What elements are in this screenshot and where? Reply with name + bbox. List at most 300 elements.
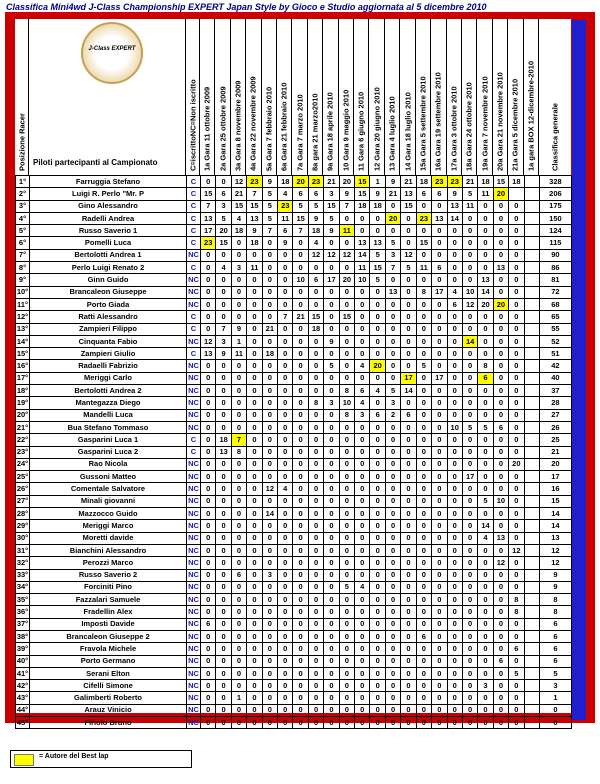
table-row: [16, 508, 572, 520]
score-cell: 0: [432, 323, 447, 335]
score-cell: 0: [247, 298, 262, 310]
score-cell: 7: [385, 262, 400, 274]
score-cell: 0: [493, 643, 508, 655]
category-cell: C: [187, 225, 201, 237]
score-cell: 0: [509, 212, 524, 224]
category-cell: NC: [187, 680, 201, 692]
score-cell: 0: [278, 446, 293, 458]
score-cell: 0: [216, 630, 231, 642]
score-cell: 0: [478, 471, 493, 483]
score-cell: 0: [447, 274, 462, 286]
score-cell: 0: [308, 532, 323, 544]
table-row: [16, 348, 572, 360]
score-cell: 20: [478, 298, 493, 310]
score-cell: 0: [324, 471, 339, 483]
score-cell: 0: [308, 421, 323, 433]
table-row: [16, 249, 572, 261]
score-cell: 18: [231, 225, 246, 237]
score-cell: 0: [201, 508, 216, 520]
score-cell: 0: [216, 655, 231, 667]
score-cell: 4: [278, 483, 293, 495]
position-cell: 16°: [16, 360, 30, 372]
score-cell: 0: [324, 544, 339, 556]
score-cell: 0: [247, 630, 262, 642]
total-cell: 12: [539, 557, 571, 569]
score-cell: 10: [339, 397, 354, 409]
racer-name-cell: Galimberti Roberto: [30, 692, 187, 704]
score-cell: 0: [432, 249, 447, 261]
score-cell: 0: [339, 704, 354, 716]
position-cell: 31°: [16, 544, 30, 556]
score-cell: 0: [339, 520, 354, 532]
score-cell: 0: [308, 643, 323, 655]
score-cell: 0: [308, 286, 323, 298]
table-row: [16, 372, 572, 384]
total-cell: 6: [539, 655, 571, 667]
score-cell: 0: [401, 286, 416, 298]
score-cell: 0: [324, 581, 339, 593]
score-cell: 0: [416, 655, 431, 667]
score-cell: [524, 655, 539, 667]
score-cell: [524, 237, 539, 249]
score-cell: 0: [447, 385, 462, 397]
position-cell: 13°: [16, 323, 30, 335]
score-cell: 0: [447, 495, 462, 507]
score-cell: 13: [401, 188, 416, 200]
score-cell: 0: [370, 434, 385, 446]
racer-name-cell: Farruggia Stefano: [30, 176, 187, 188]
score-cell: 0: [247, 680, 262, 692]
table-row: [16, 667, 572, 679]
score-cell: 0: [339, 495, 354, 507]
header-race-label: 12 Gara 20 giugno 2010: [372, 87, 382, 171]
table-row: [16, 200, 572, 212]
score-cell: 0: [324, 311, 339, 323]
score-cell: 0: [278, 434, 293, 446]
score-cell: 0: [447, 594, 462, 606]
score-cell: 0: [355, 680, 370, 692]
total-cell: 21: [539, 446, 571, 458]
score-cell: 0: [401, 508, 416, 520]
category-cell: NC: [187, 471, 201, 483]
score-cell: 0: [247, 323, 262, 335]
score-cell: [524, 348, 539, 360]
score-cell: 0: [370, 680, 385, 692]
total-cell: 3: [539, 680, 571, 692]
score-cell: 0: [493, 692, 508, 704]
score-cell: 0: [462, 692, 477, 704]
score-cell: 0: [462, 569, 477, 581]
score-cell: [524, 557, 539, 569]
score-cell: 5: [462, 421, 477, 433]
score-cell: 0: [231, 385, 246, 397]
score-cell: 0: [308, 557, 323, 569]
table-row: [16, 286, 572, 298]
score-cell: 0: [432, 385, 447, 397]
score-cell: 0: [247, 286, 262, 298]
score-cell: 0: [509, 655, 524, 667]
score-cell: 0: [339, 569, 354, 581]
header-race: [262, 18, 277, 175]
legend: [10, 750, 192, 768]
total-cell: 8: [539, 606, 571, 618]
score-cell: 0: [262, 717, 277, 729]
score-cell: 0: [262, 557, 277, 569]
score-cell: 0: [370, 581, 385, 593]
racer-name-cell: Radelli Andrea: [30, 212, 187, 224]
score-cell: [524, 606, 539, 618]
score-cell: 0: [339, 667, 354, 679]
score-cell: 0: [416, 348, 431, 360]
score-cell: 0: [401, 298, 416, 310]
score-cell: 14: [262, 508, 277, 520]
score-cell: 0: [216, 298, 231, 310]
score-cell: 0: [385, 581, 400, 593]
score-cell: 0: [231, 471, 246, 483]
score-cell: 18: [416, 176, 431, 188]
score-cell: 0: [493, 372, 508, 384]
position-cell: 35°: [16, 594, 30, 606]
score-cell: 0: [509, 397, 524, 409]
header-race: [277, 18, 292, 175]
total-cell: 13: [539, 532, 571, 544]
position-cell: 5°: [16, 225, 30, 237]
table-row: [16, 618, 572, 630]
score-cell: 0: [355, 286, 370, 298]
total-cell: 65: [539, 311, 571, 323]
score-cell: [524, 471, 539, 483]
category-cell: NC: [187, 286, 201, 298]
position-cell: 44°: [16, 704, 30, 716]
score-cell: 0: [278, 274, 293, 286]
score-cell: 0: [493, 471, 508, 483]
score-cell: 0: [262, 385, 277, 397]
score-cell: 0: [216, 421, 231, 433]
score-cell: 0: [478, 237, 493, 249]
score-cell: 0: [385, 557, 400, 569]
score-cell: 3: [231, 262, 246, 274]
score-cell: 12: [324, 249, 339, 261]
score-cell: 0: [447, 532, 462, 544]
score-cell: 0: [447, 508, 462, 520]
score-cell: [524, 667, 539, 679]
racer-name-cell: Russo Saverio 1: [30, 225, 187, 237]
category-cell: NC: [187, 495, 201, 507]
score-cell: 18: [278, 176, 293, 188]
racer-name-cell: Arauz Vinicio: [30, 704, 187, 716]
header-race: [200, 18, 215, 175]
racer-name-cell: Meriggi Carlo: [30, 372, 187, 384]
score-cell: 0: [447, 372, 462, 384]
score-cell: 0: [385, 643, 400, 655]
score-cell: 0: [262, 594, 277, 606]
score-cell: 0: [509, 680, 524, 692]
score-cell: 0: [247, 532, 262, 544]
score-cell: 0: [308, 495, 323, 507]
total-cell: 37: [539, 385, 571, 397]
score-cell: 0: [231, 483, 246, 495]
table-row: [16, 385, 572, 397]
score-cell: 0: [278, 348, 293, 360]
category-cell: C: [187, 176, 201, 188]
score-cell: 0: [247, 717, 262, 729]
score-cell: 0: [478, 557, 493, 569]
score-cell: 0: [370, 212, 385, 224]
score-cell: 0: [324, 323, 339, 335]
score-cell: 0: [216, 385, 231, 397]
score-cell: 0: [447, 655, 462, 667]
score-cell: 0: [509, 200, 524, 212]
score-cell: 0: [355, 717, 370, 729]
score-cell: 0: [416, 421, 431, 433]
score-cell: 0: [216, 458, 231, 470]
score-cell: 0: [493, 237, 508, 249]
score-cell: 0: [355, 520, 370, 532]
score-cell: 13: [370, 237, 385, 249]
header-race: [308, 18, 323, 175]
score-cell: 13: [493, 532, 508, 544]
score-cell: 0: [401, 581, 416, 593]
score-cell: 14: [478, 286, 493, 298]
score-cell: 0: [509, 520, 524, 532]
score-cell: 0: [308, 667, 323, 679]
score-cell: 0: [339, 532, 354, 544]
score-cell: 0: [262, 643, 277, 655]
score-cell: 0: [278, 249, 293, 261]
score-cell: 15: [355, 188, 370, 200]
column-headers: [15, 18, 571, 175]
score-cell: 0: [509, 581, 524, 593]
score-cell: 0: [478, 458, 493, 470]
score-cell: 0: [293, 262, 308, 274]
position-cell: 7°: [16, 249, 30, 261]
category-cell: NC: [187, 717, 201, 729]
header-race-label: 7a Gara 7 marzo 2010: [295, 94, 305, 171]
score-cell: 0: [509, 298, 524, 310]
score-cell: 0: [462, 323, 477, 335]
score-cell: 10: [293, 274, 308, 286]
score-cell: 0: [339, 360, 354, 372]
racer-name-cell: Cinquanta Fabio: [30, 335, 187, 347]
score-cell: 0: [447, 434, 462, 446]
racer-name-cell: Gasparini Luca 1: [30, 434, 187, 446]
score-cell: 0: [385, 298, 400, 310]
score-cell: 0: [447, 483, 462, 495]
score-cell: 0: [401, 557, 416, 569]
category-cell: C: [187, 434, 201, 446]
score-cell: 5: [478, 421, 493, 433]
score-cell: 0: [432, 200, 447, 212]
score-cell: [524, 680, 539, 692]
position-cell: 40°: [16, 655, 30, 667]
score-cell: 0: [385, 311, 400, 323]
racer-name-cell: Brancaleon Giuseppe: [30, 286, 187, 298]
score-cell: 0: [370, 667, 385, 679]
racer-name-cell: Brancaleon Giuseppe 2: [30, 630, 187, 642]
score-cell: 15: [493, 176, 508, 188]
score-cell: 0: [478, 262, 493, 274]
score-cell: 0: [432, 717, 447, 729]
score-cell: 0: [370, 323, 385, 335]
score-cell: 0: [493, 508, 508, 520]
score-cell: 0: [493, 483, 508, 495]
racer-name-cell: Perlo Luigi Renato 2: [30, 262, 187, 274]
score-cell: 0: [216, 483, 231, 495]
category-cell: NC: [187, 372, 201, 384]
score-cell: 0: [462, 618, 477, 630]
score-cell: 0: [478, 348, 493, 360]
score-cell: 0: [370, 630, 385, 642]
score-cell: 0: [447, 520, 462, 532]
score-cell: 15: [324, 200, 339, 212]
score-cell: 0: [401, 618, 416, 630]
score-cell: 0: [216, 667, 231, 679]
score-cell: 0: [432, 606, 447, 618]
racer-name-cell: Meriggi Marco: [30, 520, 187, 532]
score-cell: 0: [278, 544, 293, 556]
score-cell: 0: [493, 335, 508, 347]
table-row: [16, 311, 572, 323]
score-cell: 0: [324, 717, 339, 729]
score-cell: 0: [247, 446, 262, 458]
score-cell: 0: [509, 630, 524, 642]
score-cell: 0: [416, 397, 431, 409]
score-cell: 0: [478, 655, 493, 667]
position-cell: 45°: [16, 717, 30, 729]
score-cell: 0: [247, 471, 262, 483]
score-cell: 10: [355, 274, 370, 286]
score-cell: 0: [308, 348, 323, 360]
racer-name-cell: Forciniti Pino: [30, 581, 187, 593]
score-cell: 0: [355, 434, 370, 446]
score-cell: 0: [216, 692, 231, 704]
total-cell: 15: [539, 495, 571, 507]
score-cell: 0: [432, 311, 447, 323]
category-cell: NC: [187, 630, 201, 642]
score-cell: 0: [509, 225, 524, 237]
score-cell: 0: [401, 704, 416, 716]
score-cell: 4: [478, 532, 493, 544]
total-cell: 328: [539, 176, 571, 188]
score-cell: 0: [293, 372, 308, 384]
score-cell: 0: [447, 569, 462, 581]
score-cell: 0: [231, 372, 246, 384]
position-cell: 27°: [16, 495, 30, 507]
score-cell: 0: [247, 372, 262, 384]
header-race-label: 2a Gara 25 ottobre 2009: [218, 86, 228, 171]
score-cell: 0: [478, 225, 493, 237]
score-cell: 0: [278, 421, 293, 433]
table-row: [16, 212, 572, 224]
score-cell: 4: [355, 581, 370, 593]
score-cell: 0: [509, 704, 524, 716]
score-cell: 0: [324, 667, 339, 679]
score-cell: 0: [401, 520, 416, 532]
score-cell: 0: [355, 655, 370, 667]
score-cell: 0: [493, 311, 508, 323]
category-cell: NC: [187, 655, 201, 667]
table-row: [16, 704, 572, 716]
score-cell: 0: [447, 249, 462, 261]
score-cell: 0: [370, 495, 385, 507]
category-cell: NC: [187, 557, 201, 569]
score-cell: 0: [308, 692, 323, 704]
score-cell: [524, 176, 539, 188]
score-cell: 3: [324, 397, 339, 409]
score-cell: 0: [247, 544, 262, 556]
racer-name-cell: Bua Stefano Tommaso: [30, 421, 187, 433]
score-cell: 0: [432, 569, 447, 581]
score-cell: [524, 249, 539, 261]
table-row: [16, 237, 572, 249]
score-cell: 0: [447, 397, 462, 409]
table-row: [16, 643, 572, 655]
score-cell: 0: [216, 360, 231, 372]
header-race: [431, 18, 446, 175]
score-cell: 0: [201, 249, 216, 261]
category-cell: NC: [187, 249, 201, 261]
score-cell: 15: [216, 237, 231, 249]
racer-name-cell: Porto Giada: [30, 298, 187, 310]
score-cell: 0: [401, 274, 416, 286]
score-cell: 0: [432, 532, 447, 544]
score-cell: [524, 544, 539, 556]
score-cell: 20: [370, 360, 385, 372]
score-cell: 0: [247, 360, 262, 372]
position-cell: 33°: [16, 569, 30, 581]
category-cell: NC: [187, 274, 201, 286]
header-race-label: 10 Gara 9 maggio 2010: [341, 89, 351, 171]
score-cell: 0: [278, 569, 293, 581]
racer-name-cell: Imposti Davide: [30, 618, 187, 630]
score-cell: 0: [216, 397, 231, 409]
header-race: [462, 18, 477, 175]
score-cell: 0: [493, 385, 508, 397]
header-race-label: 15a Gara 5 settembre 2010: [418, 76, 428, 171]
position-cell: 19°: [16, 397, 30, 409]
score-cell: 0: [401, 544, 416, 556]
score-cell: 0: [432, 483, 447, 495]
score-cell: [524, 372, 539, 384]
score-cell: 0: [324, 655, 339, 667]
score-cell: 13: [201, 348, 216, 360]
score-cell: 0: [324, 458, 339, 470]
score-cell: 0: [278, 409, 293, 421]
score-cell: 0: [416, 717, 431, 729]
score-cell: 0: [462, 704, 477, 716]
score-cell: 6: [308, 274, 323, 286]
score-cell: 0: [308, 385, 323, 397]
score-cell: 0: [201, 532, 216, 544]
score-cell: 0: [432, 471, 447, 483]
total-cell: 26: [539, 421, 571, 433]
score-cell: 0: [262, 532, 277, 544]
score-cell: 0: [324, 298, 339, 310]
score-cell: 20: [493, 298, 508, 310]
score-cell: 0: [293, 298, 308, 310]
score-cell: 0: [355, 569, 370, 581]
score-cell: 7: [339, 200, 354, 212]
score-cell: 0: [324, 557, 339, 569]
category-cell: NC: [187, 409, 201, 421]
score-cell: 0: [308, 434, 323, 446]
score-cell: 0: [370, 458, 385, 470]
table-row: [16, 471, 572, 483]
score-cell: 0: [416, 495, 431, 507]
score-cell: 0: [401, 360, 416, 372]
score-cell: 0: [462, 237, 477, 249]
category-cell: NC: [187, 581, 201, 593]
